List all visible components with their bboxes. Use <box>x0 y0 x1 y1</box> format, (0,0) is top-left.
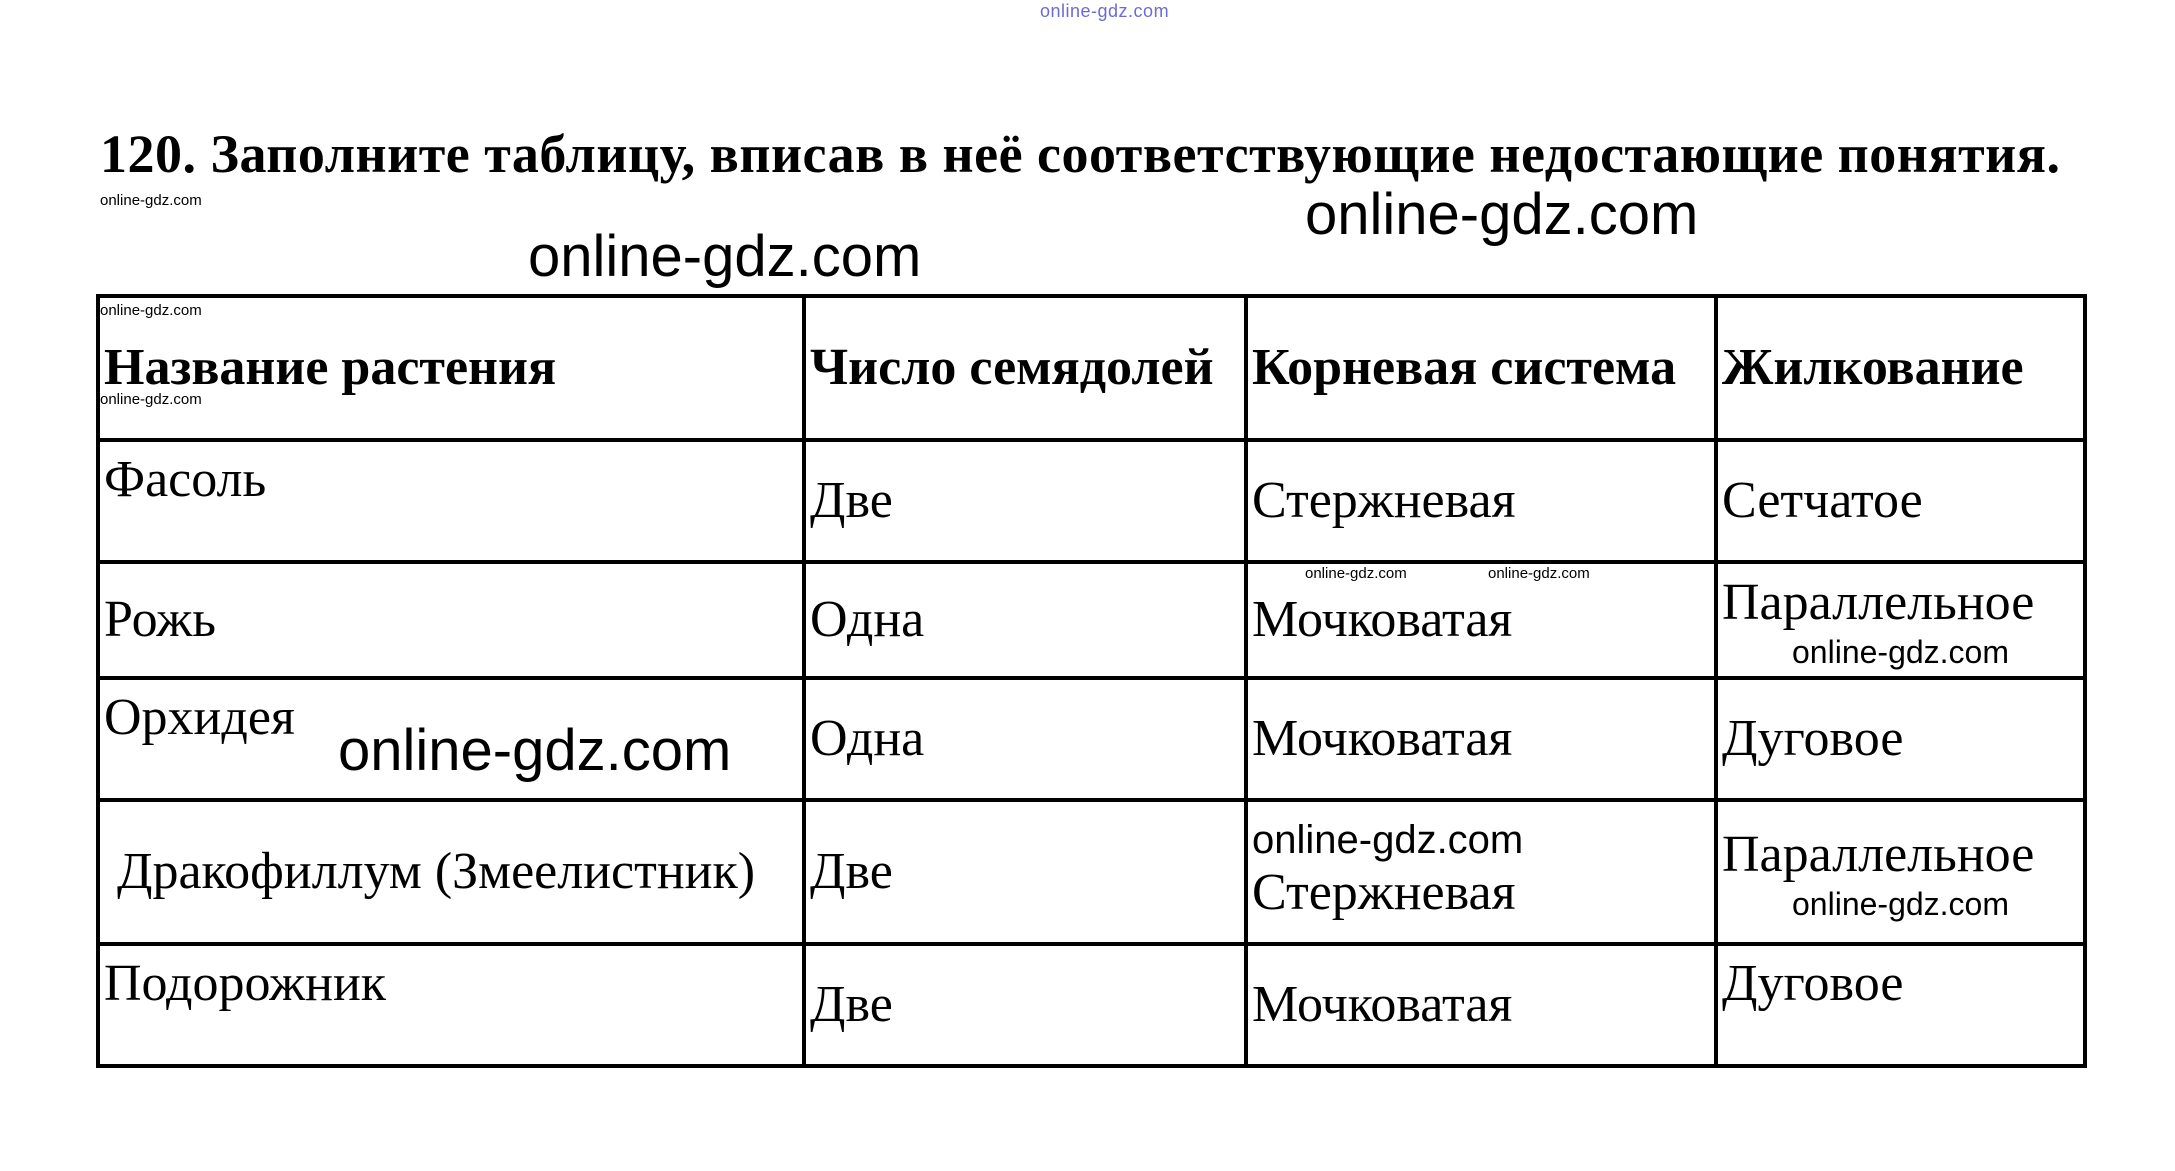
header-venation: Жилкование <box>1716 296 2085 440</box>
cell-venation-with-watermark <box>1716 800 2085 944</box>
watermark-large-center: online-gdz.com <box>528 224 922 289</box>
watermark-small-root-1: online-gdz.com <box>1305 565 1407 582</box>
cell-cotyledons: Одна <box>804 678 1246 800</box>
watermark-cell: online-gdz.com <box>1792 886 2009 922</box>
watermark-small-header-2: online-gdz.com <box>100 391 202 408</box>
cell-cotyledons: Две <box>804 800 1246 944</box>
cell-venation: Дуговое <box>1716 944 2085 1066</box>
cell-cotyledons: Одна <box>804 562 1246 678</box>
table-header-row <box>98 296 2085 440</box>
cell-plant: Фасоль <box>98 440 804 562</box>
cell-cotyledons: Две <box>804 440 1246 562</box>
watermark-small-header-1: online-gdz.com <box>100 302 202 319</box>
cell-root: Мочковатая <box>1246 678 1716 800</box>
cell-root: Мочковатая <box>1246 562 1716 678</box>
header-root-system: Корневая система <box>1246 296 1716 440</box>
cell-venation-text: Параллельное <box>1722 574 2035 631</box>
watermark-small-title: online-gdz.com <box>100 192 202 209</box>
header-plant-name: Название растения <box>98 296 804 440</box>
cell-plant: Дракофиллум (Змеелистник) <box>98 800 804 944</box>
cell-venation-with-watermark <box>1716 562 2085 678</box>
task-text: Заполните таблицу, вписав в неё соответствующие недостающие понятия. <box>210 124 2061 184</box>
plants-table <box>96 294 2087 1068</box>
table-row <box>98 562 2085 678</box>
watermark-small-root-2: online-gdz.com <box>1488 565 1590 582</box>
watermark-large-orchid-row: online-gdz.com <box>338 718 732 783</box>
cell-cotyledons: Две <box>804 944 1246 1066</box>
cell-plant: Рожь <box>98 562 804 678</box>
cell-plant: Орхидея <box>98 678 804 800</box>
table-row <box>98 944 2085 1066</box>
cell-venation: Сетчатое <box>1716 440 2085 562</box>
header-cotyledons: Число семядолей <box>804 296 1246 440</box>
cell-venation: Дуговое <box>1716 678 2085 800</box>
watermark-cell: online-gdz.com <box>1252 818 1524 862</box>
task-title <box>100 118 2100 190</box>
cell-plant: Подорожник <box>98 944 804 1066</box>
watermark-top: online-gdz.com <box>1040 1 1170 21</box>
cell-root: Стержневая <box>1246 440 1716 562</box>
cell-root: Мочковатая <box>1246 944 1716 1066</box>
cell-venation-text: Параллельное <box>1722 826 2035 883</box>
cell-root-with-watermark <box>1246 800 1716 944</box>
cell-root-text: Стержневая <box>1252 864 1516 921</box>
task-number: 120. <box>100 124 197 184</box>
watermark-large-right: online-gdz.com <box>1305 182 1699 247</box>
table-row <box>98 440 2085 562</box>
watermark-cell: online-gdz.com <box>1792 634 2009 670</box>
table-row <box>98 800 2085 944</box>
